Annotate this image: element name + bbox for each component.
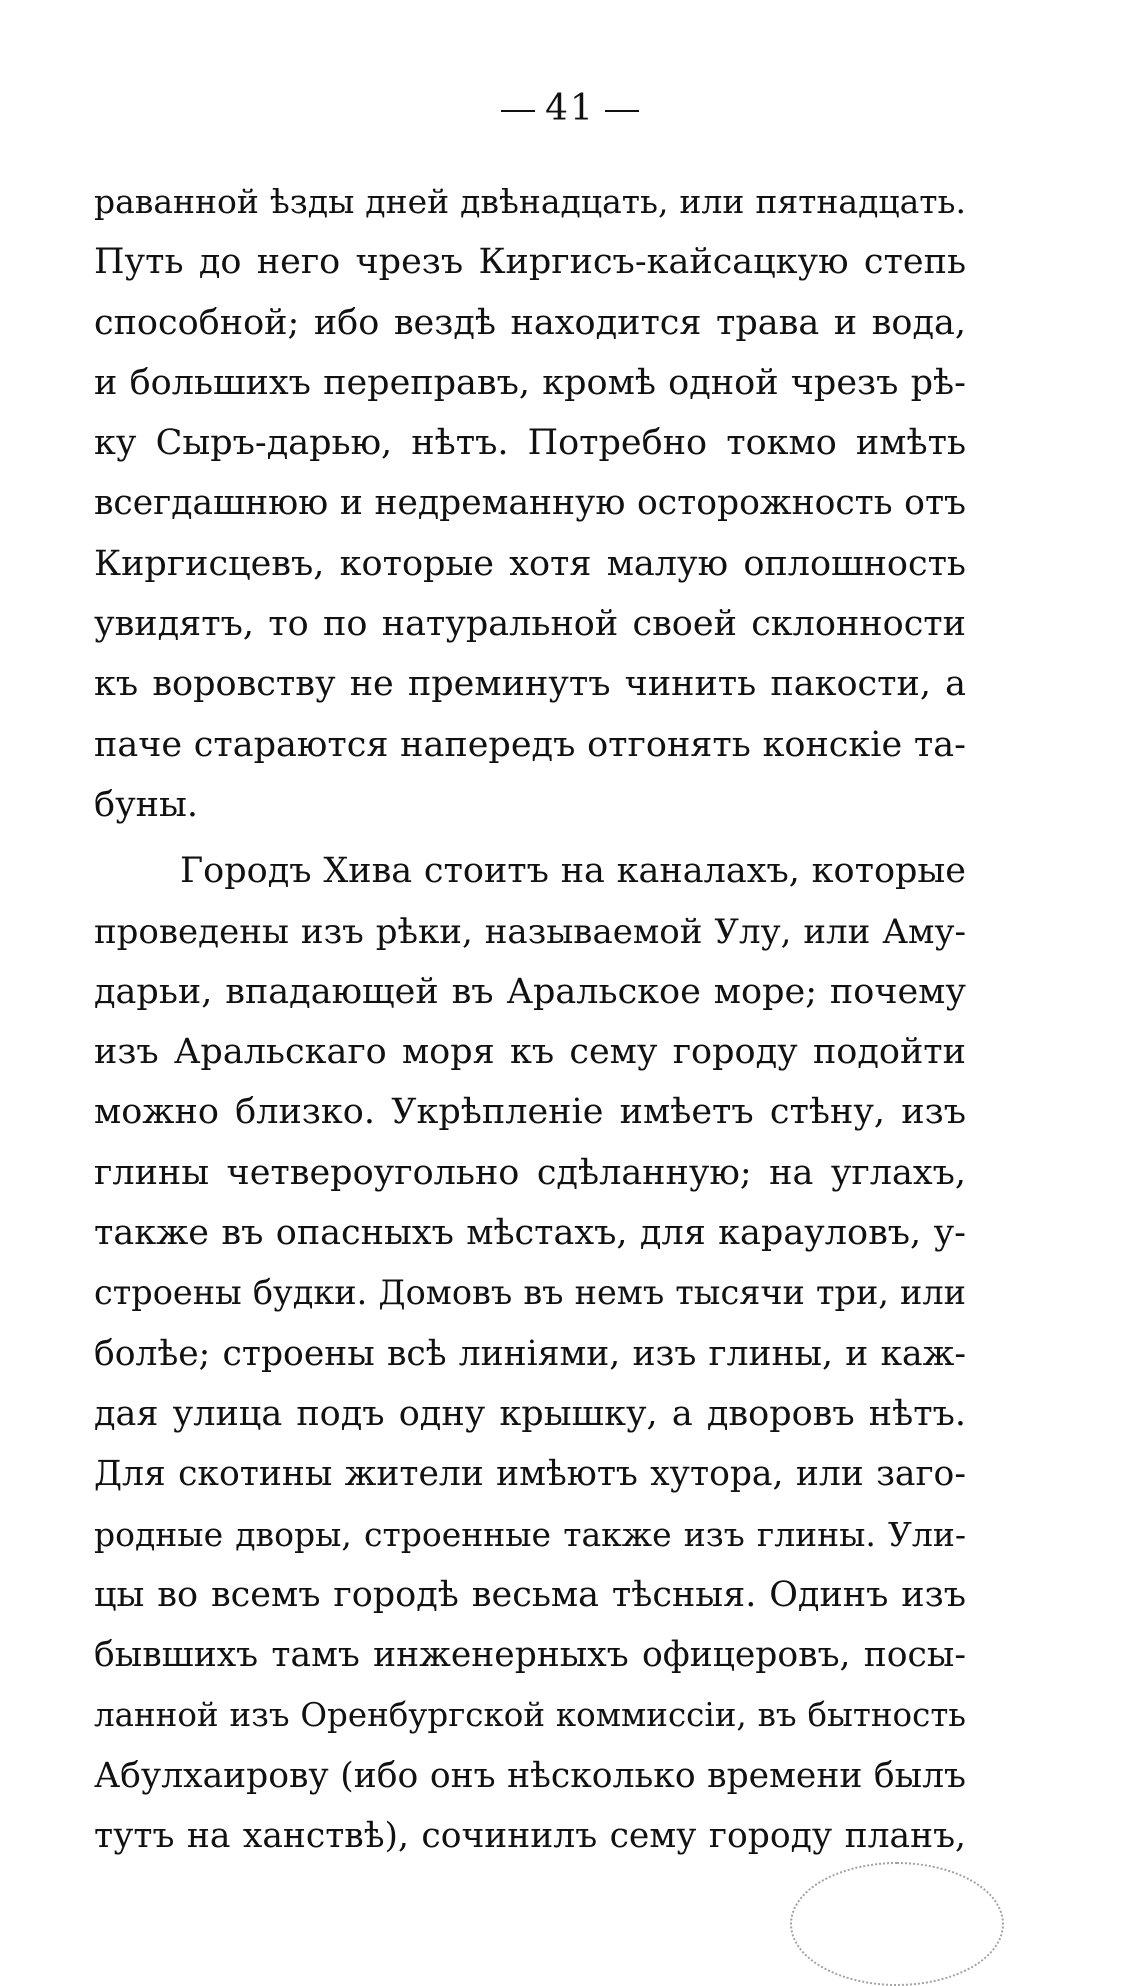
text-line: и большихъ переправъ, кромѣ одной чрезъ рѣ- <box>94 362 966 403</box>
text-line: ку Сыръ-дарью, нѣтъ. Потребно токмо имѣть <box>94 423 966 464</box>
text-line: раванной ѣзды дней двѣнадцать, или пятнадцать. <box>94 182 966 221</box>
text-line: также въ опасныхъ мѣстахъ, для карауловъ, у- <box>94 1213 966 1254</box>
text-line: Абулхаирову (ибо онъ нѣсколько времени былъ <box>94 1755 966 1796</box>
text-line: паче стараются напередъ отгонять конскіе та- <box>94 724 966 765</box>
paragraph-2 <box>94 841 966 1866</box>
body-text <box>94 172 966 1866</box>
text-line: проведены изъ рѣки, называемой Улу, или Аму- <box>94 911 966 952</box>
page-number-dash-right <box>605 110 639 112</box>
text-line: Для скотины жители имѣютъ хутора, или заго- <box>94 1454 966 1495</box>
page-number-dash-left <box>501 110 535 112</box>
text-line: дарьи, впадающей въ Аральское море; почему <box>94 971 966 1012</box>
text-line: способной; ибо вездѣ находится трава и вода, <box>94 302 966 343</box>
text-line: Киргисцевъ, которые хотя малую оплошность <box>94 543 966 584</box>
text-line: можно близко. Укрѣпленіе имѣетъ стѣну, изъ <box>94 1092 966 1133</box>
text-line: Городъ Хива стоитъ на каналахъ, которые <box>180 851 966 892</box>
text-line: буны. <box>94 784 198 825</box>
paragraph-1 <box>94 172 966 835</box>
text-line: бывшихъ тамъ инженерныхъ офицеровъ, посы- <box>94 1635 966 1676</box>
text-line: родные дворы, строенные также изъ глины. Ули- <box>94 1514 966 1554</box>
text-line: всегдашнюю и недреманную осторожность отъ <box>94 483 966 524</box>
text-line: изъ Аральскаго моря къ сему городу подойти <box>94 1032 966 1073</box>
text-line: строены будки. Домовъ въ немъ тысячи три, или <box>94 1273 966 1313</box>
page-number-value: 41 <box>545 88 595 129</box>
page-number <box>0 88 1140 129</box>
text-line: ланной изъ Оренбургской коммиссіи, въ бытность <box>94 1696 966 1735</box>
text-line: глины четвероугольно сдѣланную; на углахъ, <box>94 1152 966 1193</box>
text-line: къ воровству не преминутъ чинить пакости, а <box>94 664 966 705</box>
library-stamp <box>790 1862 1004 1986</box>
text-line: Путь до него чрезъ Киргисъ-кайсацкую степь <box>94 242 966 283</box>
text-line: дая улица подъ одну крышку, а дворовъ нѣтъ. <box>94 1393 966 1434</box>
text-line: тутъ на ханствѣ), сочинилъ сему городу планъ, <box>94 1816 966 1857</box>
text-line: увидятъ, то по натуральной своей склонности <box>94 604 966 645</box>
text-line: болѣе; строены всѣ линіями, изъ глины, и каж- <box>94 1333 966 1374</box>
text-line: цы во всемъ городѣ весьма тѣсныя. Одинъ изъ <box>94 1574 966 1615</box>
